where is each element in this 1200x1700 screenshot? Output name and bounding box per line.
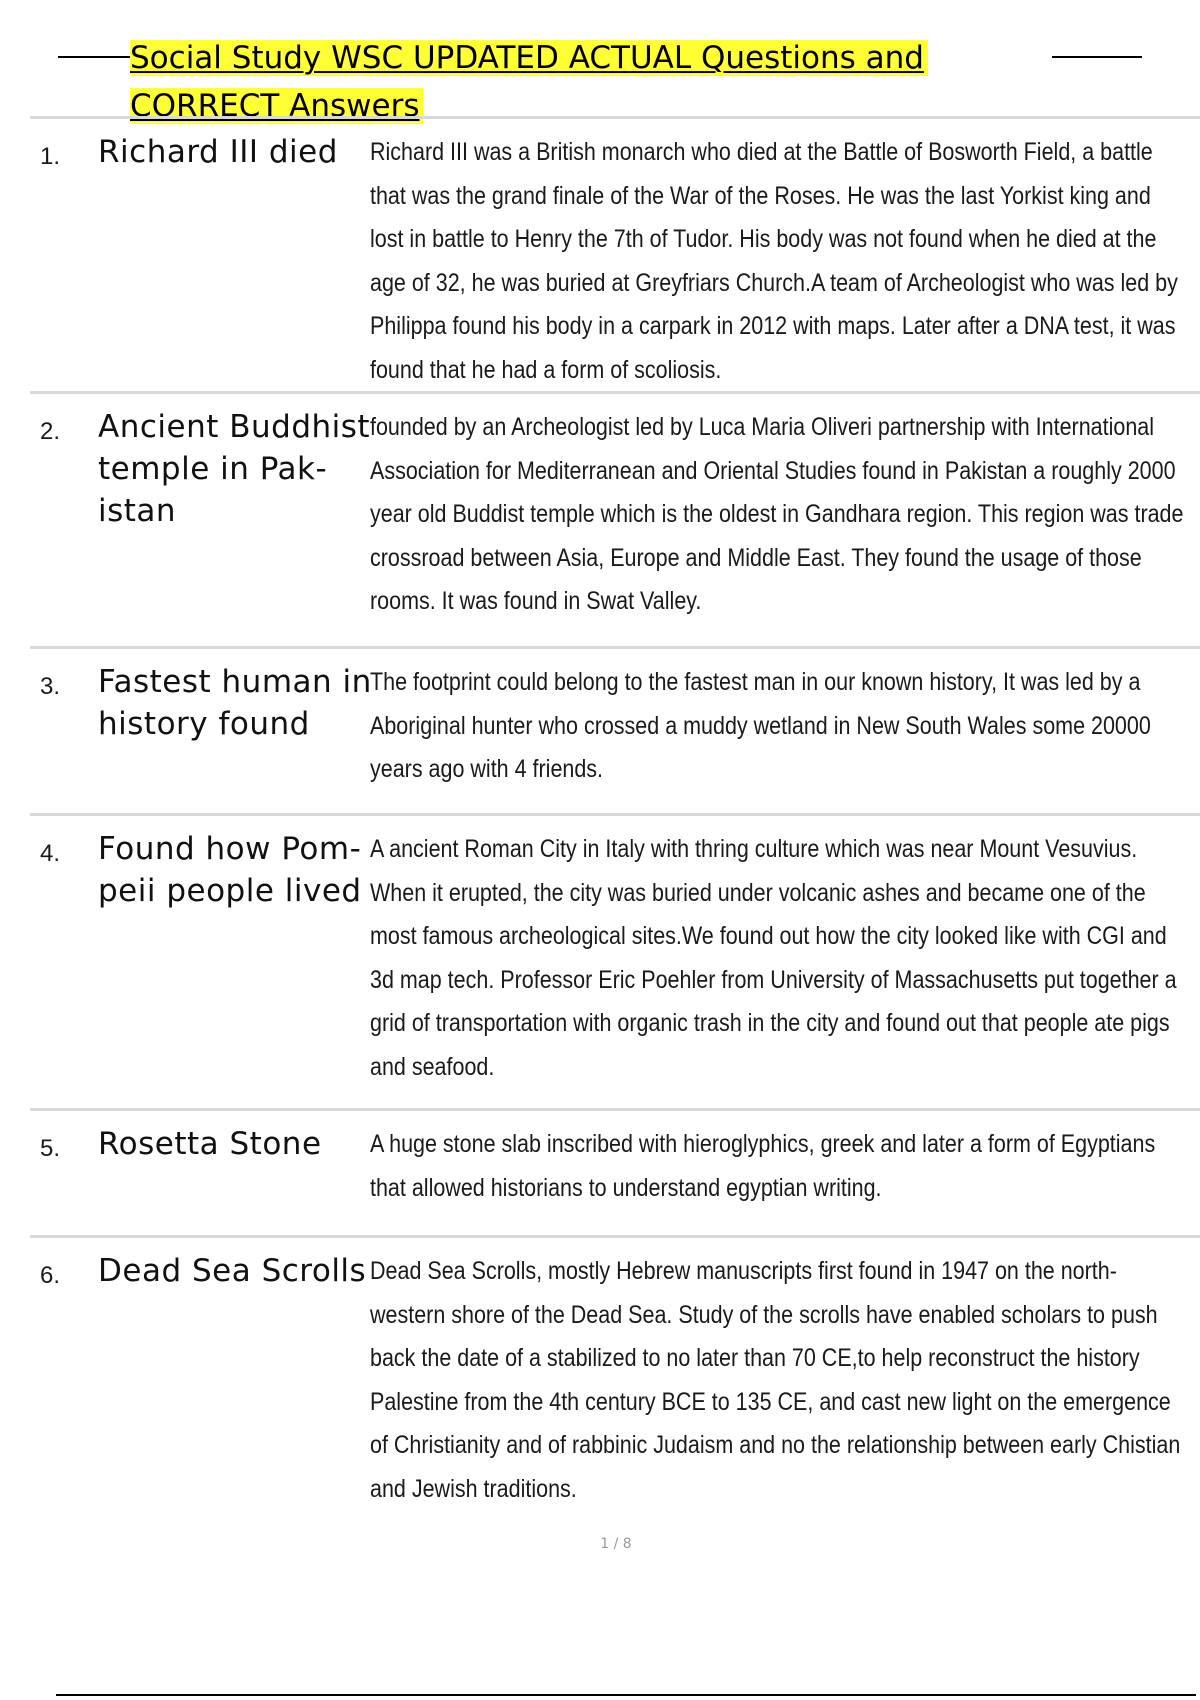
entry-number: 1. [40, 143, 61, 170]
document-title-text: Social Study WSC UPDATED ACTUAL Questions and CORRECT Answers [130, 40, 928, 124]
entry-number: 3. [40, 673, 61, 700]
entry-1 [30, 116, 1200, 391]
entry-list [30, 116, 1200, 1514]
entry-term: Dead Sea Scrolls [98, 1253, 367, 1289]
title-rule-right [1052, 56, 1142, 58]
entry-description: A huge stone slab inscribed with hieroglyphics, greek and later a form of Egyptians that allowed historians to understand egyptian writing. [370, 1130, 1156, 1202]
entry-description: founded by an Archeologist led by Luca Maria Oliveri partnership with International Association for Mediterranean and Oriental Studies found in Pakistan a roughly 2000 year old Buddist temple which is the oldest in Gandhara region. This region was trade crossroad between Asia, Europe and Middle East. They found the usage of those rooms. It was found in Swat Valley. [370, 413, 1184, 615]
footer-rule [56, 1694, 1196, 1696]
entry-number: 5. [40, 1135, 61, 1162]
entry-description: The footprint could belong to the fastest man in our known history, It was led by a Aboriginal hunter who crossed a muddy wetland in New South Wales some 20000 years ago with 4 friends. [370, 668, 1151, 783]
entry-4 [30, 813, 1200, 1108]
entry-term: Found how Pom-peii people lived [98, 831, 362, 909]
title-rule-left [58, 56, 130, 58]
page-number: 1 / 8 [600, 1536, 632, 1552]
entry-term: Richard III died [98, 134, 338, 170]
entry-3 [30, 646, 1200, 813]
entry-description: A ancient Roman City in Italy with thring culture which was near Mount Vesuvius. When it erupted, the city was buried under volcanic ashes and became one of the most famous archeological sites.We found out how the city looked like with CGI and 3d map tech. Professor Eric Poehler from University of Massachusetts put together a grid of transportation with organic trash in the city and found out that people ate pigs and seafood. [370, 835, 1177, 1081]
entry-6 [30, 1235, 1200, 1514]
entry-term: Ancient Buddhist temple in Pak-istan [98, 409, 371, 529]
entry-5 [30, 1108, 1200, 1235]
entry-description: Richard III was a British monarch who died at the Battle of Bosworth Field, a battle that was the grand finale of the War of the Roses. He was the last Yorkist king and lost in battle to Henry the 7th of Tudor. His body was not found when he died at the age of 32, he was buried at Greyfriars Church.A team of Archeologist who was led by Philippa found his body in a carpark in 2012 with maps. Later after a DNA test, it was found that he had a form of scoliosis. [370, 138, 1178, 384]
entry-description: Dead Sea Scrolls, mostly Hebrew manuscripts first found in 1947 on the north-western shore of the Dead Sea. Study of the scrolls have enabled scholars to push back the date of a stabilized to no later than 70 CE,to help reconstruct the history Palestine from the 4th century BCE to 135 CE, and cast new light on the emergence of Christianity and of rabbinic Judaism and no the relationship between early Chistian and Jewish traditions. [370, 1257, 1181, 1503]
entry-2 [30, 391, 1200, 646]
entry-number: 2. [40, 418, 61, 445]
entry-number: 4. [40, 840, 61, 867]
entry-term: Fastest human in history found [98, 664, 372, 742]
entry-number: 6. [40, 1262, 61, 1289]
entry-term: Rosetta Stone [98, 1126, 322, 1162]
